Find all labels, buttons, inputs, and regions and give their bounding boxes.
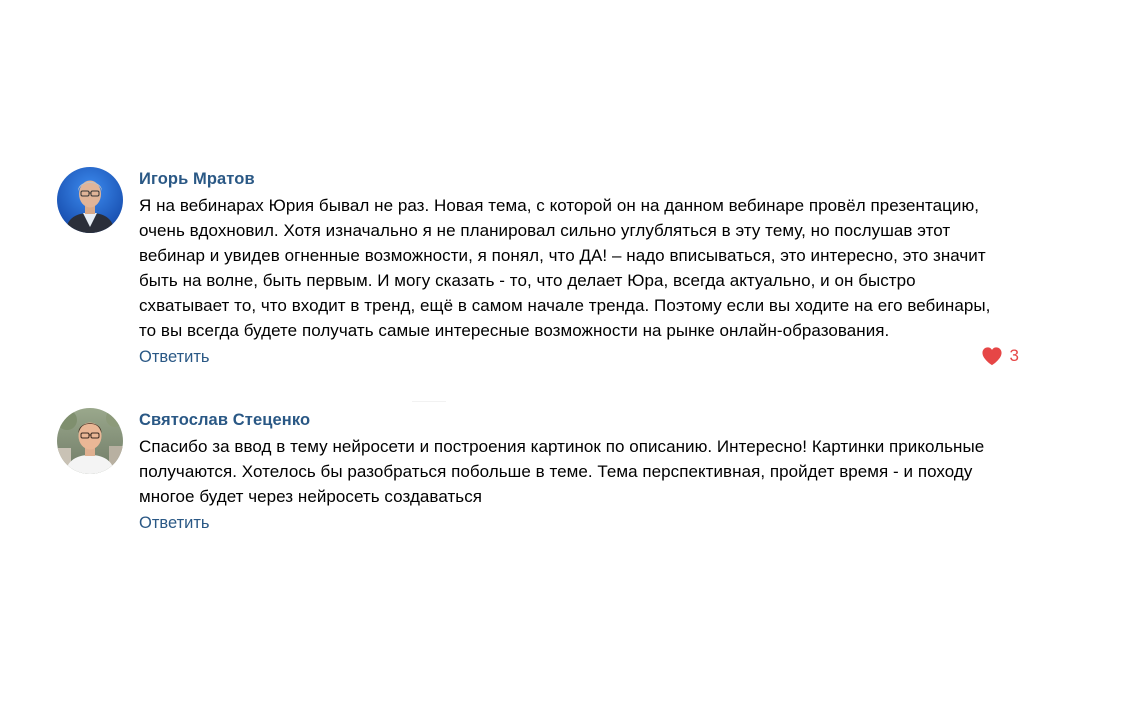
comment-text-line: быть на волне, быть первым. И могу сказать - то, что делает Юра, всегда актуально, и он быстро [139,271,916,290]
comment-text [139,193,1047,343]
like-count: 3 [1009,346,1019,365]
comment-text-line: очень вдохновил. Хотя изначально я не планировал сильно углубляться в эту тему, но послушав этот [139,221,951,240]
comment-text-line: Спасибо за ввод в тему нейросети и построения картинок по описанию. Интересно! Картинки прикольные [139,437,985,456]
comment-actions [139,346,1047,372]
avatar[interactable] [57,408,123,474]
comment-actions [139,512,1047,538]
comment-text [139,434,1047,509]
reply-button[interactable]: Ответить [139,348,210,366]
divider [412,401,446,402]
comment-body [139,167,1047,372]
comment-author[interactable]: Святослав Стеценко [139,411,311,429]
comment-text-line: вебинар и увидев огненные возможности, я понял, что ДА! – надо вписываться, это интересно, это значит [139,246,986,265]
heart-icon [981,346,1003,366]
avatar[interactable] [57,167,123,233]
comment-text-line: Я на вебинарах Юрия бывал не раз. Новая тема, с которой он на данном вебинаре провёл презентацию, [139,196,980,215]
comment-body [139,408,1047,538]
comment-text-line: получаются. Хотелось бы разобраться побольше в теме. Тема перспективная, пройдет время - и походу [139,462,973,481]
comment-author[interactable]: Игорь Мратов [139,170,255,188]
comment-text-line: то вы всегда будете получать самые интересные возможности на рынке онлайн-образования. [139,321,890,340]
reply-button[interactable]: Ответить [139,514,210,532]
avatar-photo-2 [57,408,123,474]
comment-text-line: схватывает то, что входит в тренд, ещё в самом начале тренда. Поэтому если вы ходите на его вебинары, [139,296,991,315]
like-button[interactable] [981,346,1019,366]
avatar-photo-1 [57,167,123,233]
comment-text-line: многое будет через нейросеть создаваться [139,487,482,506]
